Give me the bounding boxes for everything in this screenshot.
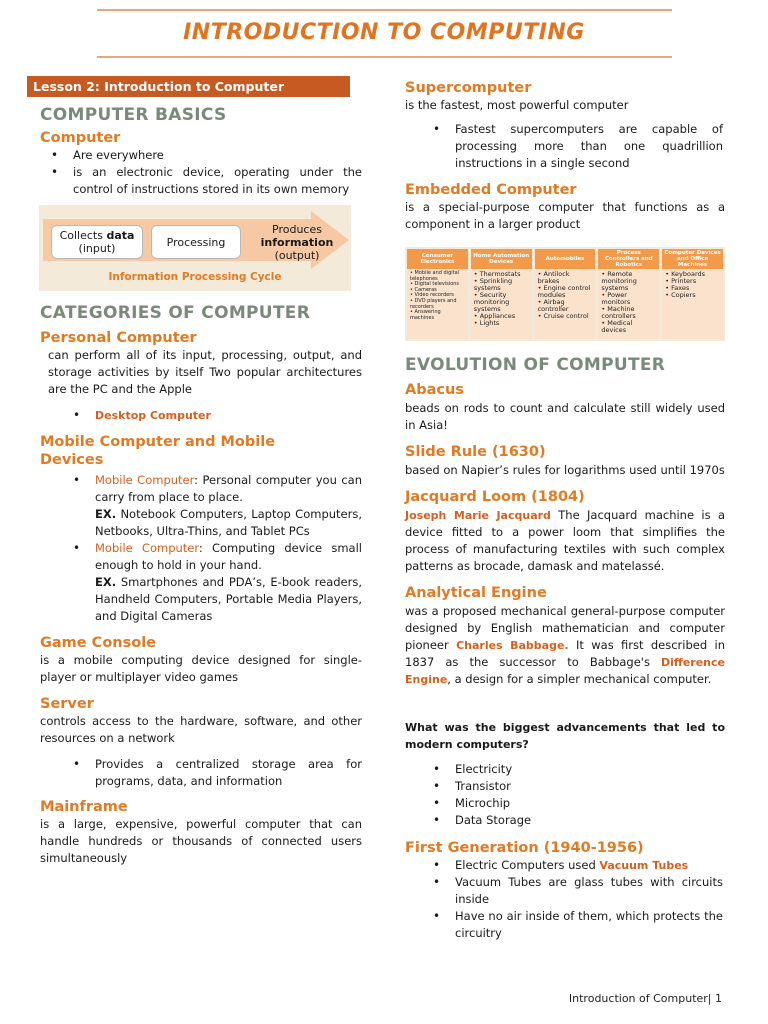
computer-basics-heading: COMPUTER BASICS <box>40 105 227 125</box>
first-generation-heading: First Generation (1940-1956) <box>405 840 644 856</box>
analytical-engine-text: was a proposed mechanical general-purpose computer designed by English mathematician and computer pioneer Charles Babbage. It was first described in 1837 as the successor to Babbage's Difference Engine, a design for a simpler mechanical computer. <box>405 604 725 686</box>
cycle-processing-box: Processing <box>151 225 241 259</box>
mainframe-heading: Mainframe <box>40 799 128 815</box>
game-console-text: is a mobile computing device designed for single-player or multiplayer video games <box>40 653 362 684</box>
header-rule-bottom <box>97 56 672 58</box>
list-item: • Data Storage <box>455 812 723 829</box>
advancements-question: What was the biggest advancements that led to modern computers? <box>405 721 725 751</box>
list-item: • Electric Computers used Vacuum Tubes <box>455 857 723 874</box>
embedded-column: Computer Devices and Office Machines • Keyboards • Printers • Faxes • Copiers <box>662 249 723 339</box>
supercomputer-text: is the fastest, most powerful computer <box>405 98 629 112</box>
supercomputer-heading: Supercomputer <box>405 80 532 96</box>
computer-heading: Computer <box>40 130 121 146</box>
lesson-banner: Lesson 2: Introduction to Computer <box>27 76 350 97</box>
embedded-computer-examples-table <box>405 247 725 341</box>
server-text: controls access to the hardware, software, and other resources on a network <box>40 714 362 745</box>
abacus-text: beads on rods to count and calculate still widely used in Asia! <box>405 401 725 432</box>
personal-computer-heading: Personal Computer <box>40 330 197 346</box>
header-rule-top <box>97 9 672 11</box>
list-item: • Are everywhere <box>73 147 362 164</box>
page-footer: Introduction of Computer| 1 <box>568 992 722 1005</box>
list-item: • Vacuum Tubes are glass tubes with circuits inside <box>455 874 723 908</box>
left-column <box>33 76 365 867</box>
server-bullets <box>95 756 362 790</box>
list-item: • Transistor <box>455 778 723 795</box>
mobile-bullets <box>95 472 362 625</box>
page-title: INTRODUCTION TO COMPUTING <box>183 20 585 45</box>
game-console-heading: Game Console <box>40 635 156 651</box>
list-item: • Mobile Computer: Personal computer you can carry from place to place. EX. Notebook Computers, Laptop Computers, Netbooks, Ultra-Thins, and Tablet PCs <box>95 472 362 540</box>
analytical-engine-heading: Analytical Engine <box>405 585 547 601</box>
categories-heading: CATEGORIES OF COMPUTER <box>40 303 311 323</box>
right-column <box>405 79 725 942</box>
list-item: • Mobile Computer: Computing device small enough to hold in your hand. EX. Smartphones and PDA’s, E-book readers, Handheld Computers, Portable Media Players, and Digital Cameras <box>95 540 362 625</box>
first-generation-bullets <box>455 857 723 942</box>
mainframe-text: is a large, expensive, powerful computer that can handle hundreds or thousands of connected users simultaneously <box>40 817 362 865</box>
supercomputer-bullets <box>455 121 723 172</box>
list-item: • Fastest supercomputers are capable of processing more than one quadrillion instructions in a single second <box>455 121 723 172</box>
abacus-heading: Abacus <box>405 382 464 398</box>
server-heading: Server <box>40 696 94 712</box>
cycle-caption: Information Processing Cycle <box>108 271 282 283</box>
embedded-column: Consumer Electronics • Mobile and digital telephones • Digital televisions • Cameras • Video recorders • DVD players and recorders • Answering machines <box>407 249 468 339</box>
slide-rule-text: based on Napier’s rules for logarithms used until 1970s <box>405 463 725 477</box>
embedded-column: Automobiles • Antilock brakes • Engine control modules • Airbag controller • Cruise control <box>535 249 596 339</box>
list-item: • is an electronic device, operating under the control of instructions stored in its own memory <box>73 164 362 198</box>
mobile-computer-heading: Mobile Computer and Mobile Devices <box>40 434 276 468</box>
slide-rule-heading: Slide Rule (1630) <box>405 444 546 460</box>
computer-bullets <box>73 147 362 198</box>
list-item: • Provides a centralized storage area for programs, data, and information <box>95 756 362 790</box>
embedded-computer-heading: Embedded Computer <box>405 182 577 198</box>
list-item: • Electricity <box>455 761 723 778</box>
list-item: • Desktop Computer <box>95 407 355 424</box>
cycle-input-box: Collects data (input) <box>51 225 143 259</box>
embedded-computer-text: is a special-purpose computer that functions as a component in a larger product <box>405 200 725 231</box>
advancements-list <box>455 761 723 829</box>
embedded-column: Home Automation Devices • Thermostats • Sprinkling systems • Security monitoring systems • Appliances • Lights <box>471 249 532 339</box>
list-item: • Have no air inside of them, which protects the circuitry <box>455 908 723 942</box>
cycle-output-box: Produces information (output) <box>260 222 334 262</box>
jacquard-loom-heading: Jacquard Loom (1804) <box>405 489 585 505</box>
jacquard-loom-text: Joseph Marie Jacquard The Jacquard machine is a device fitted to a power loom that simplifies the process of manufacturing textiles with such complex patterns as brocade, damask and matelassé. <box>405 508 725 573</box>
evolution-heading: EVOLUTION OF COMPUTER <box>405 355 666 375</box>
embedded-column: Process Controllers and Robotics • Remote monitoring systems • Power monitors • Machine controllers • Medical devices <box>598 249 659 339</box>
information-processing-cycle-diagram <box>39 205 351 291</box>
personal-computer-bullets <box>95 407 355 424</box>
personal-computer-text: can perform all of its input, processing, output, and storage activities by itself Two popular architectures are the PC and the Apple <box>48 348 362 396</box>
list-item: • Microchip <box>455 795 723 812</box>
